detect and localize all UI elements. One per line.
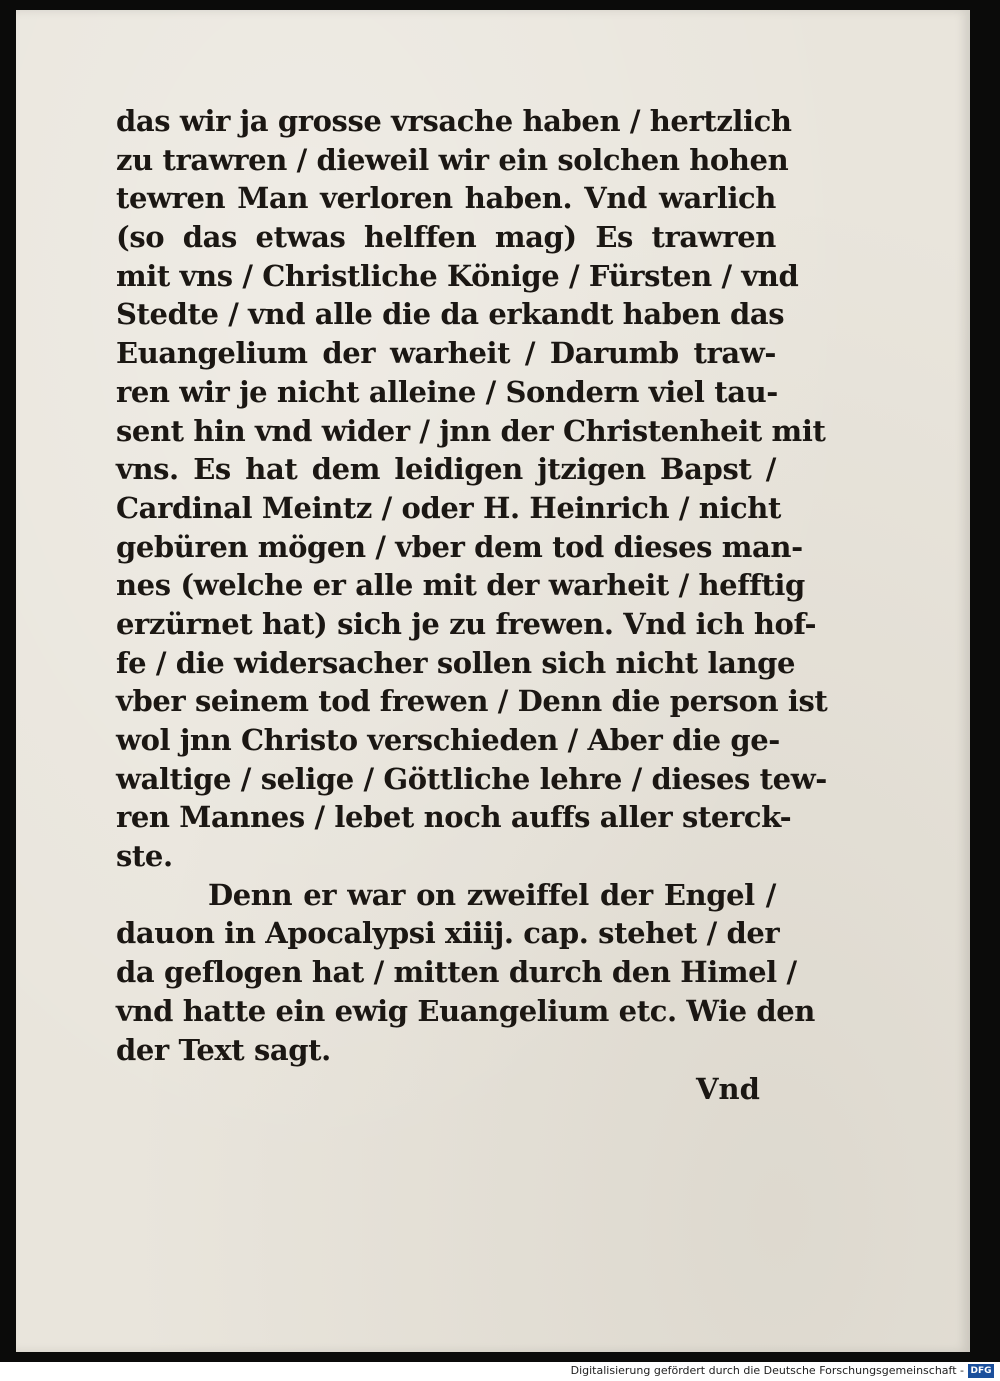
text-line: sent hin vnd wider / jnn der Christenheit mit <box>116 413 826 448</box>
text-line: ste. <box>116 839 173 874</box>
text-line: mit vns / Christliche Könige / Fürsten / vnd <box>116 258 799 293</box>
text-line: der Text sagt. <box>116 1032 331 1067</box>
catchword: Vnd <box>696 1072 760 1106</box>
text-line: Euangelium der warheit / Darumb traw- <box>116 336 776 371</box>
book-page <box>16 10 970 1352</box>
text-line: ren Mannes / lebet noch auffs aller sterck- <box>116 800 792 835</box>
text-line: wol jnn Christo verschieden / Aber die ge- <box>116 723 780 757</box>
text-line: Stedte / vnd alle die da erkandt haben das <box>116 297 785 332</box>
text-line: dauon in Apocalypsi xiiij. cap. stehet / der <box>116 916 780 951</box>
text-line: (so das etwas helffen mag) Es trawren <box>116 220 776 255</box>
paragraph-start-line: Denn er war on zweiffel der Engel / <box>208 877 776 912</box>
dfg-logo: DFG <box>968 1364 994 1378</box>
text-line: erzürnet hat) sich je zu frewen. Vnd ich hof- <box>116 606 817 641</box>
text-line: vns. Es hat dem leidigen jtzigen Bapst / <box>116 452 776 487</box>
text-line: vnd hatte ein ewig Euangelium etc. Wie den <box>116 993 815 1028</box>
text-line: zu trawren / dieweil wir ein solchen hohen <box>116 142 789 177</box>
digitization-credit: Digitalisierung gefördert durch die Deutsche Forschungsgemeinschaft - <box>570 1364 964 1377</box>
text-line: tewren Man verloren haben. Vnd warlich <box>116 181 776 216</box>
text-line: fe / die widersacher sollen sich nicht lange <box>116 645 796 680</box>
text-line: das wir ja grosse vrsache haben / hertzlich <box>116 104 792 138</box>
text-line: vber seinem tod frewen / Denn die person ist <box>116 684 828 719</box>
text-line: ren wir je nicht alleine / Sondern viel tau- <box>116 374 778 409</box>
text-line: da geflogen hat / mitten durch den Himel / <box>116 955 797 990</box>
text-line: gebüren mögen / vber dem tod dieses man- <box>116 529 803 564</box>
text-line: waltige / selige / Göttliche lehre / dieses tew- <box>116 761 827 796</box>
text-line: Cardinal Meintz / oder H. Heinrich / nicht <box>116 490 781 525</box>
text-line: nes (welche er alle mit der warheit / hefftig <box>116 568 805 603</box>
page-text <box>116 102 828 1069</box>
